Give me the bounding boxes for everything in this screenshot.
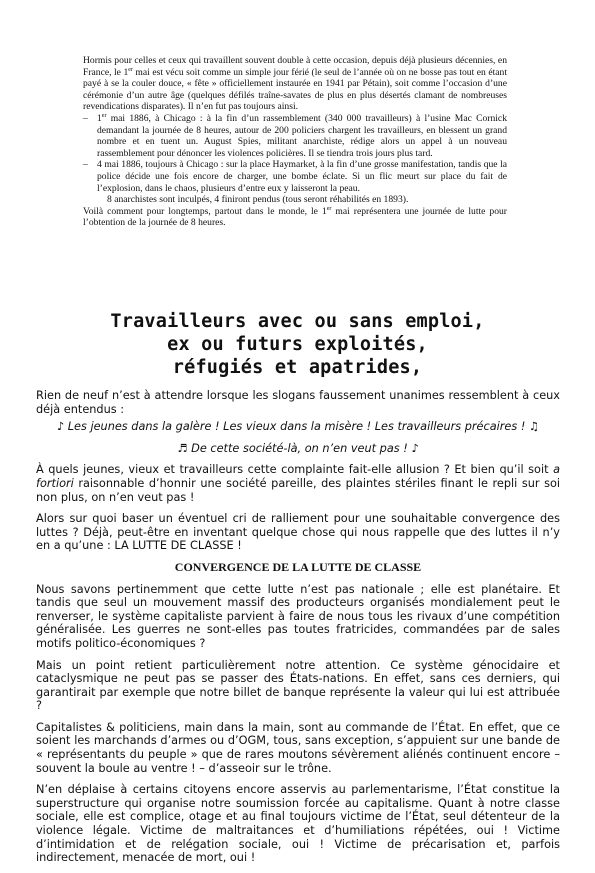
body-paragraph: Mais un point retient particulièrement notre attention. Ce système génocidaire et cataclysmique ne peut pas se passer des États-nations. En effet, sans ces derniers, qui garantirait par exemple que notre billet de banque représente la valeur qui lui est attribuée ? (36, 658, 560, 713)
headline-line: ex ou futurs exploités, (167, 334, 428, 355)
item1-text: mai 1886, à Chicago : à la fin d’un rassemblement (340 000 travailleurs) à l’usine Mac Cornick demandant la journée de 8 heures, autour de 200 policiers chargent les travailleurs, en blessent un grand nombre et en tuent un. August Spies, militant anarchiste, rédige alors un appel à un nouveau rassemblement pour dénoncer les violences policières. Il se tiendra trois jours plus tard. (97, 112, 507, 159)
body-paragraph (36, 463, 560, 504)
body-paragraph: Capitalistes & politiciens, main dans la main, sont au commande de l’État. En effet, que ce soient les marchands d’armes ou d’OGM, tous, sans exception, s’appuient sur une bande de « représentants du peuple » que de rares moutons sévèrement aliénés continuent encore – souvent la boule au ventre ! – d’asseoir sur le trône. (36, 720, 560, 775)
conclusion-text-rest: mai représentera une journée de lutte pour l’obtention de la journée de 8 heures. (83, 205, 508, 229)
ordinal-sup: er (101, 112, 107, 119)
item2-text: 4 mai 1886, toujours à Chicago : sur la place Haymarket, à la fin d’une grosse manifestation, tandis que la police décide une fois encore de charger, une bombe éclate. Si un flic meurt sur place du fait de l’explosion, dans le chaos, plusieurs d’entre eux y laisseront la peau. (97, 159, 507, 194)
emphasis-text: a fortiori (36, 463, 560, 490)
body-paragraph: Nous savons pertinemment que cette lutte n’est pas nationale ; elle est planétaire. Et tandis que seul un mouvement massif des producteurs organisés mondialement peut le renverser, le système capitaliste parvient à faire de nous tous les rivaux d’une compétition généralisée. Les guerres ne sont-elles pas toutes fratricides, commandées par de sales motifs politico-économiques ? (36, 582, 560, 650)
body-paragraph: Alors sur quoi baser un éventuel cri de ralliement pour une souhaitable convergence des luttes ? Déjà, peut-être en inventant quelque chose qui nous rappelle que des luttes il n’y en a qu’une : LA LUTTE DE CLASSE ! (36, 512, 560, 553)
history-note (83, 55, 507, 229)
body-paragraph: Rien de neuf n’est à attendre lorsque les slogans faussement unanimes ressemblent à ceux déjà entendus : (36, 389, 560, 416)
main-text (36, 389, 560, 873)
intro-text-rest: mai est vécu soit comme un simple jour férié (le seul de l’année où on ne bosse pas tout en étant payé à se la couler douce, « fête » officiellement instaurée en 1941 par Pétain), soit comme l’occasion d’une cérémonie d’un autre âge (quelques défilés traîne-savates de plus en plus désertés clamant de nombreuses revendications disparates). Il n’en fut pas toujours ainsi. (83, 66, 507, 113)
slogan-verse: ♬ De cette société-là, on n’en veut pas ! ♪ (177, 441, 419, 455)
list-item (83, 113, 507, 159)
ordinal-sup: er (326, 205, 332, 212)
dash-bullet: – (83, 159, 88, 171)
dash-bullet: – (83, 112, 88, 124)
conclusion-paragraph (83, 206, 507, 229)
body-text: À quels jeunes, vieux et travailleurs cette complainte fait-elle allusion ? Et bien qu’il soit (36, 463, 554, 477)
intro-paragraph (83, 55, 507, 113)
headline (0, 310, 595, 379)
headline-line: réfugiés et apatrides, (172, 357, 423, 378)
intro-text: Hormis pour celles et ceux qui travaillent souvent double à cette occasion, depuis déjà plusieurs décennies, en France, le 1 (83, 55, 507, 78)
ordinal-sup: er (128, 66, 133, 73)
headline-line: Travailleurs avec ou sans emploi, (110, 311, 485, 332)
body-paragraph: N’en déplaise à certains citoyens encore asservis au parlementarisme, l’État constitue la superstructure qui organise notre soumission forcée au capitalisme. Quant à notre classe sociale, elle est complice, otage et au final toujours victime de l’État, seul détenteur de la violence légale. Victime de maltraitances et d’humiliations répétées, oui ! Victime d’intimidation et de relégation sociale, oui ! Victime de précarisation et, parfois indirectement, menacée de mort, oui ! (36, 783, 560, 865)
list-item (83, 159, 507, 194)
anarchists-line: 8 anarchistes sont inculpés, 4 finiront pendus (tous seront réhabilités en 1893). (107, 194, 409, 206)
body-text: raisonnable d’honnir une société pareille, des plaintes stériles finant le repli sur soi non plus, on n’en veut pas ! (36, 476, 560, 504)
conclusion-text: Voilà comment pour longtemps, partout dans le monde, le 1 (83, 205, 327, 217)
section-heading: CONVERGENCE DE LA LUTTE DE CLASSE (174, 559, 422, 574)
slogan-verse: ♪ Les jeunes dans la galère ! Les vieux dans la misère ! Les travailleurs précaires ! ♫ (56, 420, 540, 434)
item1-day: 1 (97, 112, 102, 124)
